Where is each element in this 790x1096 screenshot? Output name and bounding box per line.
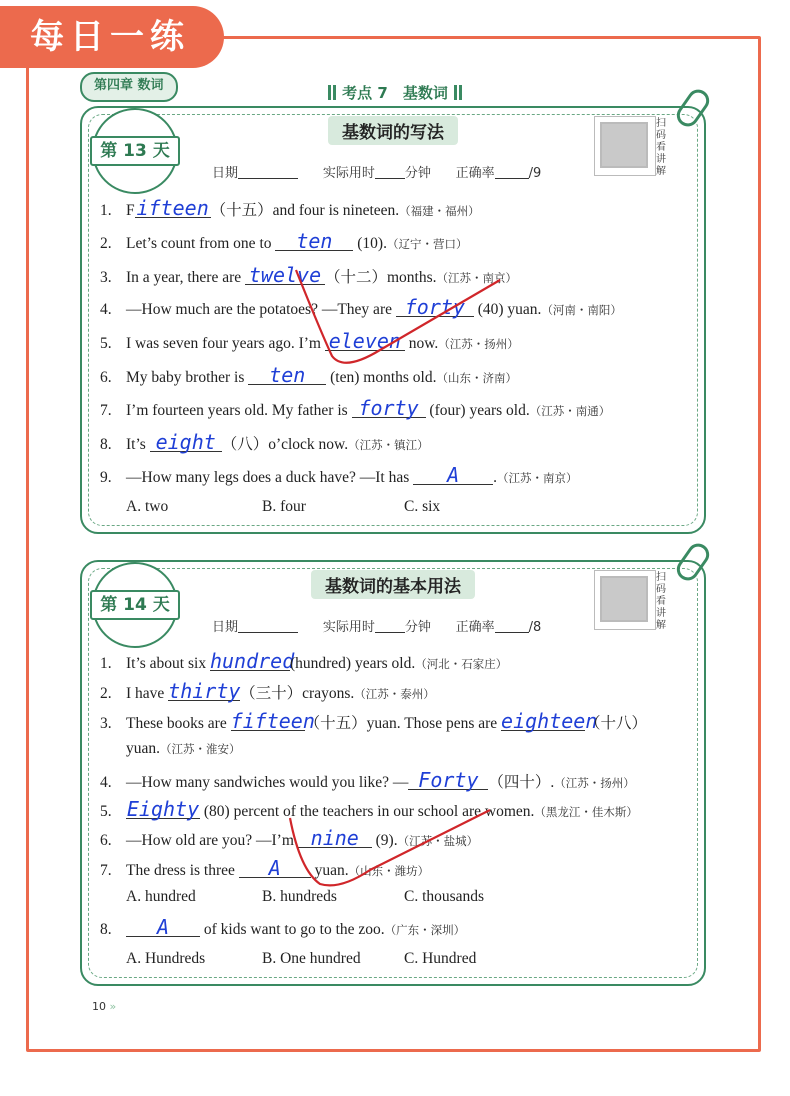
question-text: (9). (371, 832, 398, 849)
question-number: 4. (100, 301, 112, 318)
question-text: （十八） (585, 715, 648, 732)
question-text: (ten) months old. (326, 369, 437, 386)
source-tag: （山东・济南） (436, 371, 517, 385)
answer-blank[interactable]: forty (352, 399, 426, 418)
answer-blank[interactable]: eighteen (501, 709, 598, 733)
question-text: yuan. (310, 862, 349, 879)
source-tag: （江苏・扬州） (554, 776, 635, 790)
question-number: 8. (100, 436, 112, 453)
answer-blank[interactable]: Eighty (126, 797, 200, 821)
question-text: （八）o’clock now. (221, 436, 349, 453)
daily-practice-banner: 每日一练 (0, 6, 224, 68)
answer-blank[interactable]: fifteen (230, 709, 315, 733)
question-text: —How old are you? —I’m (126, 832, 298, 849)
question-number: 7. (100, 862, 112, 879)
option[interactable]: B. four (262, 498, 306, 515)
question-text: F (126, 202, 135, 219)
question-text: —How much are the potatoes? —They are (126, 301, 396, 318)
check-mark-top (296, 270, 500, 363)
option[interactable]: B. One hundred (262, 950, 361, 967)
question-number: 9. (100, 469, 112, 486)
answer-blank[interactable]: thirty (168, 679, 241, 703)
card-title: 基数词的写法 (82, 116, 704, 145)
question-text: The dress is three (126, 862, 239, 879)
question-text: (40) yuan. (473, 301, 542, 318)
question-text: (hundred) years old. (289, 655, 416, 672)
question-text: (four) years old. (425, 402, 530, 419)
question-text: It’s (126, 436, 150, 453)
source-tag: （江苏・淮安） (160, 742, 241, 756)
question-text: It’s about six (126, 655, 210, 672)
question-number: 2. (100, 685, 112, 702)
question-number: 8. (100, 921, 112, 938)
source-tag: （江苏・南京） (496, 471, 578, 485)
source-tag: （江苏・南通） (529, 404, 611, 418)
qr-label: 扫码看讲解 (656, 118, 666, 177)
chapter-tag: 第四章 数词 (80, 72, 178, 102)
question-number: 7. (100, 402, 112, 419)
meta-row: 日期 实际用时 分钟 正确率 /9 (212, 166, 542, 181)
source-tag: （辽宁・营口） (386, 237, 468, 251)
question-number: 4. (100, 774, 112, 791)
day-badge: 第 13 天 (92, 108, 178, 194)
meta-row: 日期 实际用时 分钟 正确率 /8 (212, 620, 542, 635)
source-tag: （江苏・镇江） (348, 438, 429, 452)
question-text: （十二）months. (325, 269, 437, 286)
page-number: 10 » (92, 1000, 117, 1013)
option[interactable]: A. two (126, 498, 169, 515)
question-number: 6. (100, 832, 112, 849)
question-text: My baby brother is (126, 369, 249, 386)
answer-blank[interactable]: twelve (245, 266, 325, 285)
answer-blank[interactable]: hundred (209, 649, 295, 673)
answer-blank[interactable]: A (126, 918, 200, 937)
card-title: 基数词的基本用法 (82, 570, 704, 599)
question-number: 3. (100, 715, 112, 732)
question-text: I was seven four years ago. I’m (126, 335, 325, 352)
question-text: (10). (353, 235, 387, 252)
question-text: —How many sandwiches would you like? — (126, 774, 409, 791)
question-text: . (493, 469, 497, 486)
option[interactable]: A. Hundreds (126, 950, 206, 967)
option[interactable]: C. six (404, 498, 441, 515)
source-tag: （福建・福州） (399, 204, 480, 218)
question-text: —How many legs does a duck have? —It has (126, 469, 414, 486)
answer-blank[interactable]: Forty (408, 771, 488, 790)
question-text: of kids want to go to the zoo. (200, 921, 385, 938)
question-number: 5. (100, 335, 112, 352)
question-text: In a year, there are (126, 269, 245, 286)
answer-blank[interactable]: ifteen (136, 196, 209, 220)
question-number: 2. (100, 235, 112, 252)
question-number: 6. (100, 369, 112, 386)
question-text: These books are (126, 715, 231, 732)
option[interactable]: A. hundred (126, 888, 196, 905)
question-text: (80) percent of the teachers in our school are women. (200, 803, 535, 820)
answer-blank[interactable]: ten (248, 366, 326, 385)
answer-blank[interactable]: A (413, 466, 493, 485)
source-tag: （江苏・南京） (436, 271, 518, 285)
topic-title: 考点 7 基数词 (342, 84, 448, 102)
question-number: 3. (100, 269, 112, 286)
answer-blank[interactable]: eight (150, 433, 222, 452)
source-tag: （江苏・盐城） (397, 834, 479, 848)
option[interactable]: C. thousands (404, 888, 485, 905)
answer-blank[interactable]: forty (396, 298, 474, 317)
question-text: I’m fourteen years old. My father is (126, 402, 352, 419)
source-tag: （江苏・扬州） (438, 337, 519, 351)
qr-label: 扫码看讲解 (656, 572, 666, 631)
day-badge: 第 14 天 (92, 562, 178, 648)
question-text: Let’s count from one to (126, 235, 276, 252)
question-text: （三十）crayons. (240, 685, 355, 702)
option[interactable]: B. hundreds (262, 888, 337, 905)
source-tag: （广东・深圳） (384, 923, 466, 937)
source-tag: （山东・潍坊） (348, 864, 430, 878)
source-tag: （河北・石家庄） (415, 657, 508, 671)
answer-blank[interactable]: ten (275, 232, 353, 251)
question-text: yuan. (126, 740, 161, 757)
source-tag: （江苏・泰州） (354, 687, 435, 701)
source-tag: （河南・南阳） (541, 303, 622, 317)
question-text: I have (126, 685, 169, 702)
answer-blank[interactable]: A (239, 859, 311, 878)
question-number: 1. (100, 202, 112, 219)
question-text: now. (404, 335, 439, 352)
check-mark-bottom (290, 810, 490, 885)
question-number: 1. (100, 655, 112, 672)
question-text: （十五）yuan. Those pens are (304, 715, 502, 732)
question-text: （十五）and four is nineteen. (210, 202, 400, 219)
answer-blank[interactable]: nine (298, 829, 372, 848)
option[interactable]: C. Hundred (404, 950, 477, 967)
source-tag: （黑龙江・佳木斯） (534, 805, 638, 819)
answer-blank[interactable]: eleven (325, 332, 405, 351)
question-text: （四十）. (488, 774, 555, 791)
question-number: 5. (100, 803, 112, 820)
